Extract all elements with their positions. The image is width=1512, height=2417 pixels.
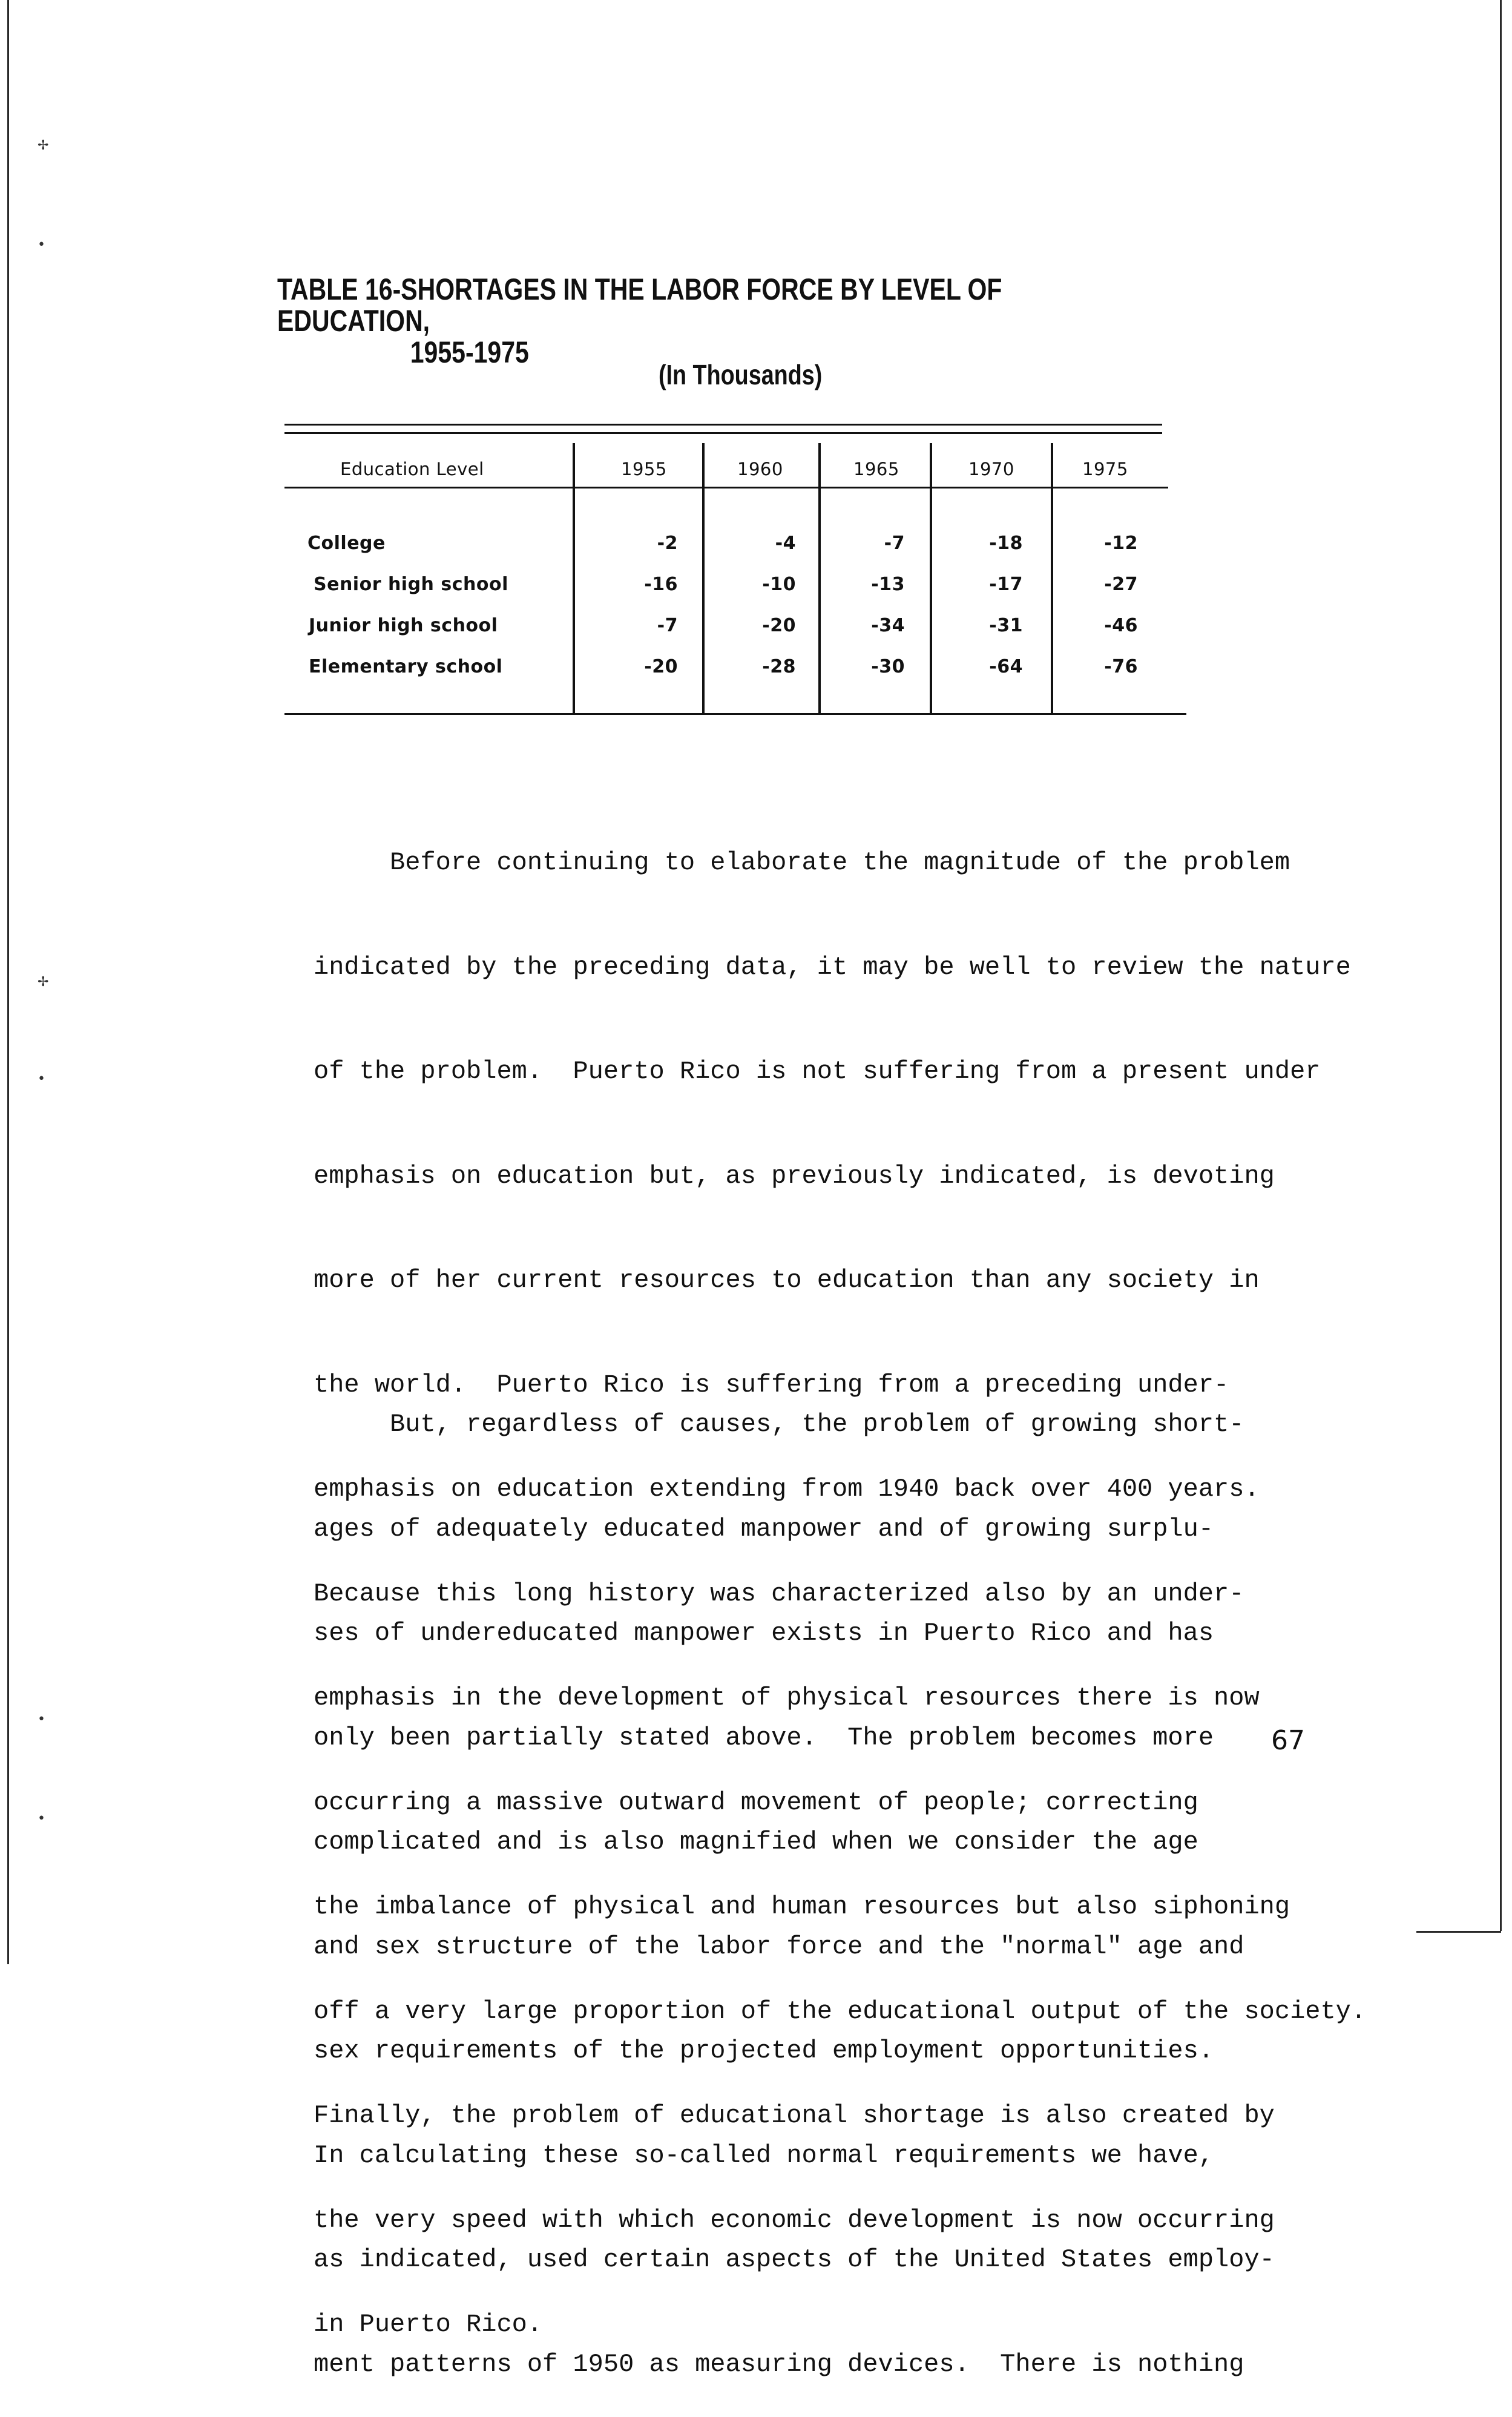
paragraph-2 — [314, 1338, 1367, 2417]
data-table — [284, 424, 1168, 714]
text-line: the world. Puerto Rico is suffering from a preceding under- — [314, 1370, 1229, 1399]
text-line: emphasis in the development of physical resources there is now — [314, 1683, 1260, 1712]
row-value: -30 — [871, 656, 905, 677]
row-value: -4 — [775, 533, 796, 554]
table-header-rule — [284, 487, 1168, 488]
text-line: Finally, the problem of educational shortage is also created by — [314, 2101, 1275, 2130]
table-units: (In Thousands) — [659, 359, 823, 390]
scan-edge-bottom — [1416, 1931, 1501, 1933]
text-line: ses of undereducated manpower exists in Puerto Rico and has — [314, 1619, 1214, 1648]
row-label: Elementary school — [309, 656, 503, 677]
table-title-line2: 1955-1975 — [410, 335, 529, 369]
scan-speck: ✢ — [38, 138, 49, 153]
scan-speck: • — [38, 1071, 45, 1087]
row-value: -64 — [989, 656, 1023, 677]
text-line: emphasis on education extending from 1940 back over 400 years. — [314, 1475, 1260, 1504]
row-value: -20 — [644, 656, 678, 677]
row-value: -17 — [989, 574, 1023, 595]
table-title-line1: TABLE 16-SHORTAGES IN THE LABOR FORCE BY LEVEL OF EDUCATION, — [277, 272, 1002, 338]
row-value: -2 — [657, 533, 678, 554]
scan-edge-left — [7, 0, 9, 1964]
row-value: -28 — [762, 656, 796, 677]
row-value: -12 — [1104, 533, 1138, 554]
text-line: and sex structure of the labor force and the "normal" age and — [314, 1932, 1244, 1961]
header-year: 1970 — [968, 459, 1014, 479]
header-education-level: Education Level — [340, 459, 484, 479]
row-label: Senior high school — [314, 574, 508, 595]
row-label: College — [307, 533, 386, 554]
scan-edge-right — [1500, 0, 1502, 1931]
text-line: off a very large proportion of the educational output of the society. — [314, 1996, 1367, 2026]
header-year: 1975 — [1082, 459, 1128, 479]
text-line: emphasis on education but, as previously indicated, is devoting — [314, 1161, 1275, 1191]
page-number: 67 — [1271, 1725, 1305, 1756]
text-line: complicated and is also magnified when we consider the age — [314, 1827, 1198, 1856]
row-value: -27 — [1104, 574, 1138, 595]
row-value: -7 — [884, 533, 905, 554]
scan-speck: ✢ — [38, 975, 49, 990]
table-bottom-rule — [284, 713, 1186, 715]
row-value: -31 — [989, 615, 1023, 636]
text-line: ages of adequately educated manpower and of growing surplu- — [314, 1514, 1214, 1544]
text-line: the very speed with which economic development is now occurring — [314, 2205, 1275, 2235]
scan-speck: • — [38, 1712, 45, 1727]
table-col-divider — [930, 443, 932, 713]
table-top-rule — [284, 424, 1162, 426]
table-col-divider — [702, 443, 705, 713]
row-value: -10 — [762, 574, 796, 595]
header-year: 1960 — [737, 459, 783, 479]
text-line: occurring a massive outward movement of people; correcting — [314, 1787, 1198, 1817]
scan-speck: • — [38, 237, 45, 252]
text-line: in Puerto Rico. — [314, 2310, 543, 2339]
text-line: as indicated, used certain aspects of the United States employ- — [314, 2245, 1275, 2274]
text-line: Before continuing to elaborate the magnitude of the problem — [314, 848, 1290, 877]
text-line: ment patterns of 1950 as measuring devices. There is nothing — [314, 2349, 1244, 2379]
scan-speck: • — [38, 1811, 45, 1826]
row-label: Junior high school — [309, 615, 498, 636]
row-value: -16 — [644, 574, 678, 595]
text-line: more of her current resources to education than any society in — [314, 1266, 1260, 1295]
header-year: 1955 — [621, 459, 667, 479]
row-value: -18 — [989, 533, 1023, 554]
table-col-divider — [1051, 443, 1053, 713]
row-value: -76 — [1104, 656, 1138, 677]
text-line: the imbalance of physical and human resources but also siphoning — [314, 1892, 1290, 1921]
text-line: sex requirements of the projected employment opportunities. — [314, 2036, 1214, 2065]
table-col-divider — [818, 443, 821, 713]
row-value: -13 — [871, 574, 905, 595]
text-line: But, regardless of causes, the problem of growing short- — [314, 1410, 1244, 1439]
text-line: In calculating these so-called normal requirements we have, — [314, 2140, 1214, 2170]
text-line: Because this long history was characterized also by an under- — [314, 1579, 1244, 1608]
header-year: 1965 — [853, 459, 899, 479]
row-value: -46 — [1104, 615, 1138, 636]
text-line: of the problem. Puerto Rico is not suffering from a present under — [314, 1057, 1321, 1086]
row-value: -7 — [657, 615, 678, 636]
row-value: -20 — [762, 615, 796, 636]
table-top-rule-2 — [284, 432, 1162, 434]
table-col-divider — [573, 443, 575, 713]
text-line: only been partially stated above. The problem becomes more — [314, 1723, 1214, 1752]
row-value: -34 — [871, 615, 905, 636]
text-line: indicated by the preceding data, it may be well to review the nature — [314, 952, 1351, 982]
table-title — [277, 274, 1121, 368]
